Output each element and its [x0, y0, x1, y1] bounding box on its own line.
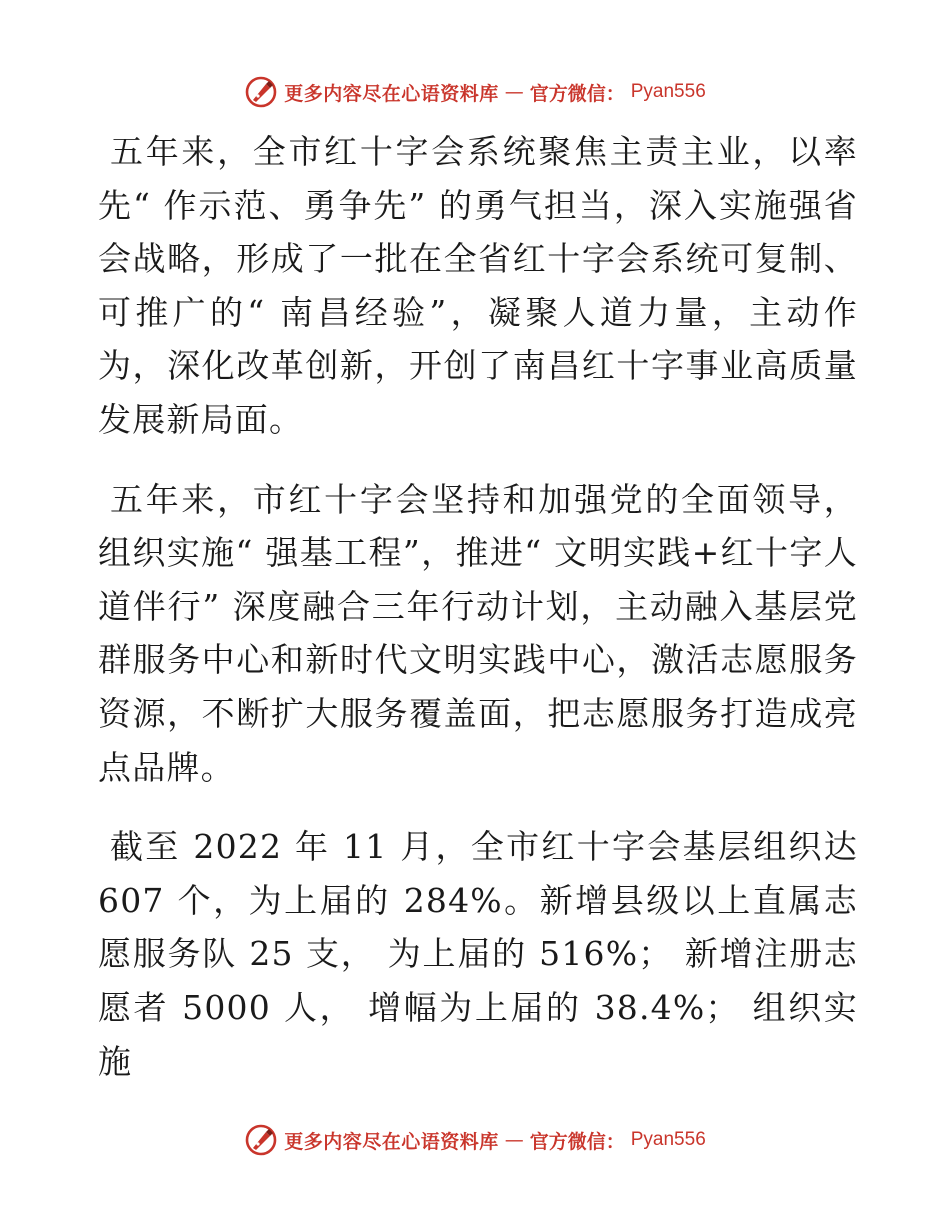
- footer-wechat-label: 官方微信：: [529, 1130, 625, 1153]
- paragraph-1: 五年来，全市红十字会系统聚焦主责主业，以率先“ 作示范、勇争先” 的勇气担当，深入实施强省会战略，形成了一批在全省红十字会系统可复制、可推广的“ 南昌经验”，凝聚人道力量，主动作为，深化改革创新，开创了南昌红十字事业高质量发展新局面。: [98, 132, 858, 439]
- footer-banner-text: 更多内容尽在心语资料库: [284, 1130, 499, 1153]
- footer-banner: [0, 1120, 950, 1160]
- paragraph-3: 截至 2022 年 11 月，全市红十字会基层组织达 607 个，为上届的 284%。新增县级以上直属志愿服务队 25 支， 为上届的 516%； 新增注册志愿者 5000 人， 增幅为上届的 38.4%； 组织实施: [98, 827, 858, 1081]
- footer-banner-content: [244, 1123, 706, 1157]
- pen-nib-logo-icon: [244, 75, 278, 109]
- footer-banner-separator: —: [504, 1129, 524, 1151]
- header-wechat-id: Pyan556: [630, 81, 706, 102]
- footer-wechat-id: Pyan556: [630, 1129, 706, 1150]
- header-banner-content: [244, 75, 706, 109]
- paragraph-2: 五年来，市红十字会坚持和加强党的全面领导，组织实施“ 强基工程”，推进“ 文明实践+红十字人道伴行” 深度融合三年行动计划，主动融入基层党群服务中心和新时代文明实践中心，激活志愿服务资源，不断扩大服务覆盖面，把志愿服务打造成亮点品牌。: [98, 479, 858, 787]
- document-body: [98, 125, 858, 1114]
- header-banner: [0, 72, 950, 112]
- pen-nib-logo-icon: [244, 1123, 278, 1157]
- header-banner-text: 更多内容尽在心语资料库: [284, 82, 499, 105]
- header-wechat-label: 官方微信：: [529, 82, 625, 105]
- header-banner-separator: —: [504, 81, 524, 103]
